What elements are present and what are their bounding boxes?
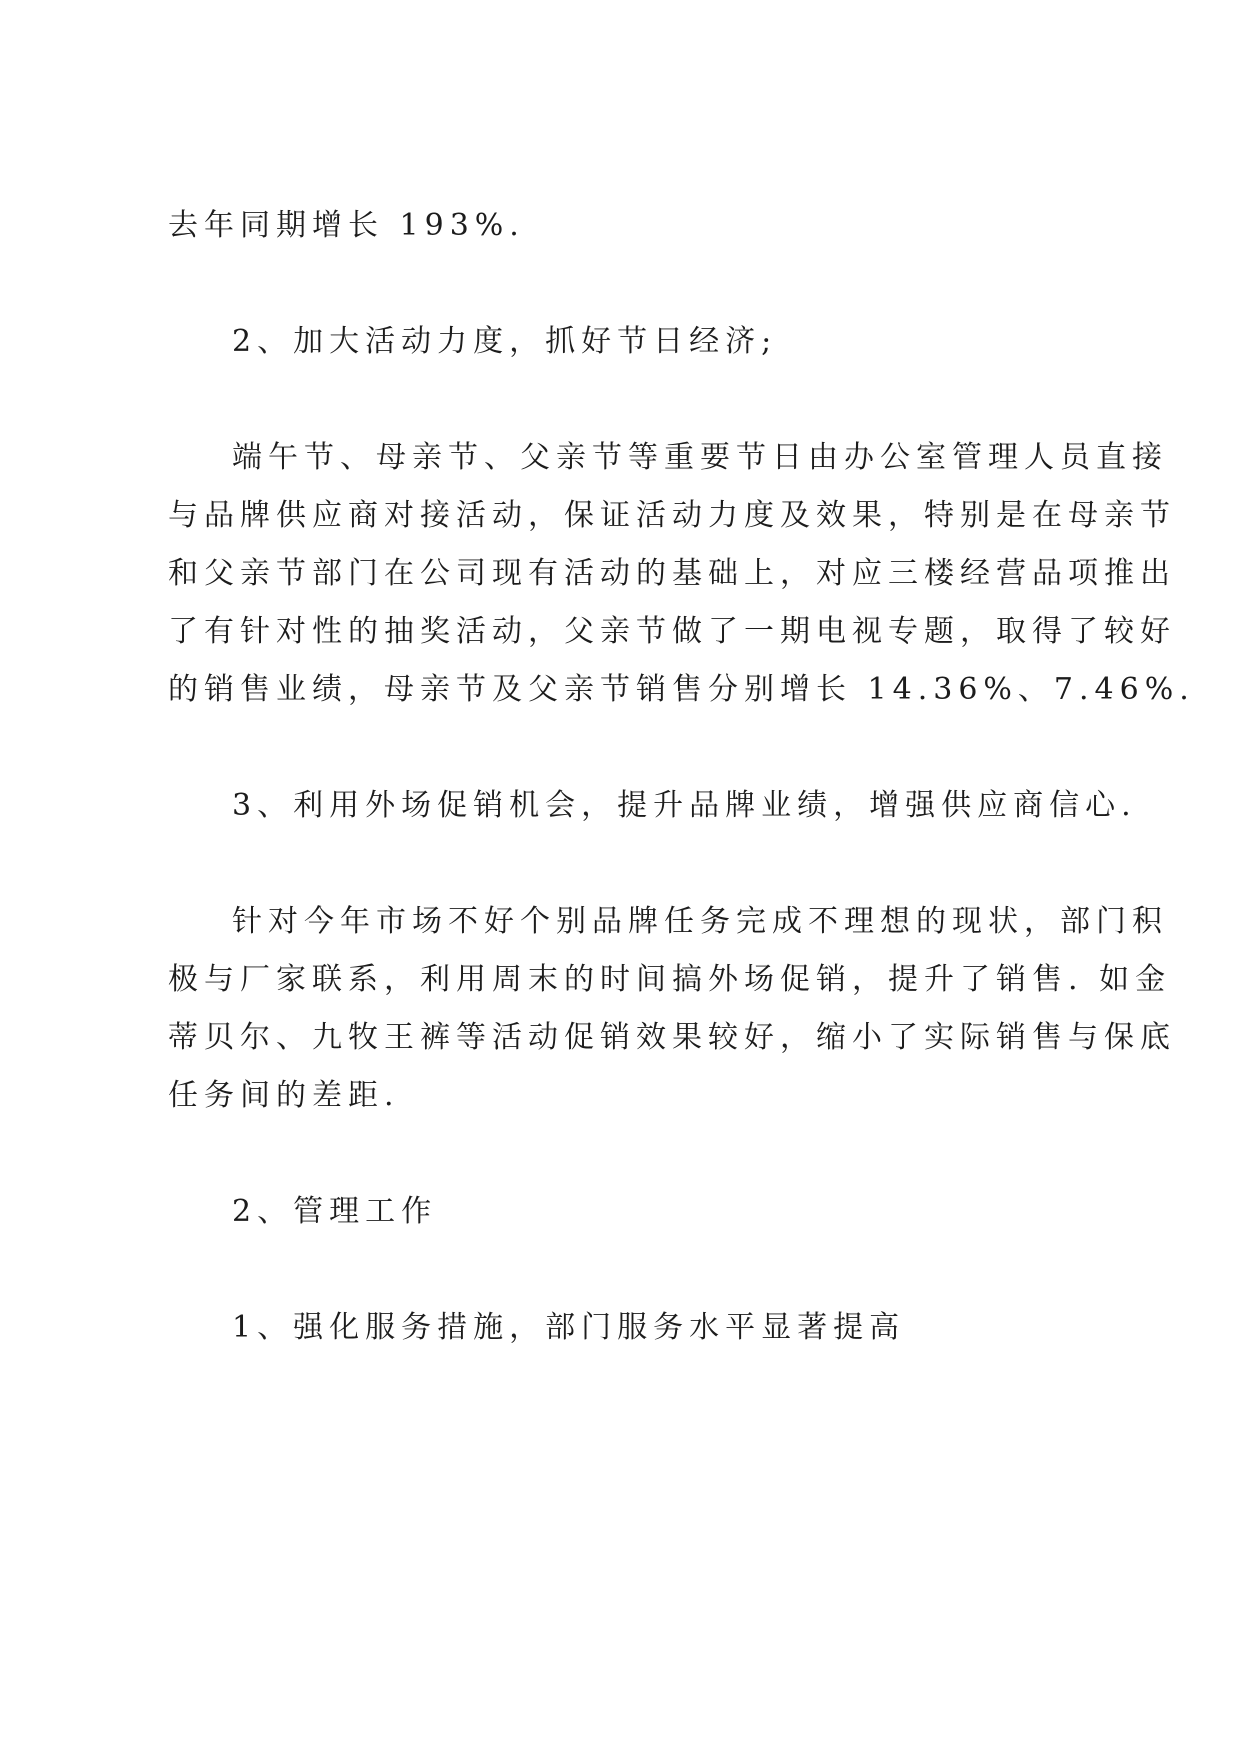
section-heading: 3、利用外场促销机会，提升品牌业绩，增强供应商信心.: [232, 788, 1137, 823]
body-text-line: 和父亲节部门在公司现有活动的基础上，对应三楼经营品项推出: [168, 556, 1176, 591]
paragraph-continuation-line: 去年同期增长 193%.: [168, 208, 525, 243]
section-heading: 2、管理工作: [232, 1194, 438, 1229]
section-heading: 2、加大活动力度，抓好节日经济;: [232, 324, 778, 359]
body-text-line: 与品牌供应商对接活动，保证活动力度及效果，特别是在母亲节: [168, 498, 1176, 533]
section-heading: 1、强化服务措施，部门服务水平显著提高: [232, 1310, 906, 1345]
body-text-line: 的销售业绩，母亲节及父亲节销售分别增长 14.36%、7.46%.: [168, 672, 1195, 707]
body-text-line: 了有针对性的抽奖活动，父亲节做了一期电视专题，取得了较好: [168, 614, 1176, 649]
body-text-line: 端午节、母亲节、父亲节等重要节日由办公室管理人员直接: [232, 440, 1168, 475]
body-text-line: 极与厂家联系，利用周末的时间搞外场促销，提升了销售. 如金: [168, 962, 1172, 997]
body-text-line: 任务间的差距.: [168, 1078, 400, 1113]
body-text-line: 蒂贝尔、九牧王裤等活动促销效果较好，缩小了实际销售与保底: [168, 1020, 1176, 1055]
body-text-line: 针对今年市场不好个别品牌任务完成不理想的现状，部门积: [232, 904, 1168, 939]
